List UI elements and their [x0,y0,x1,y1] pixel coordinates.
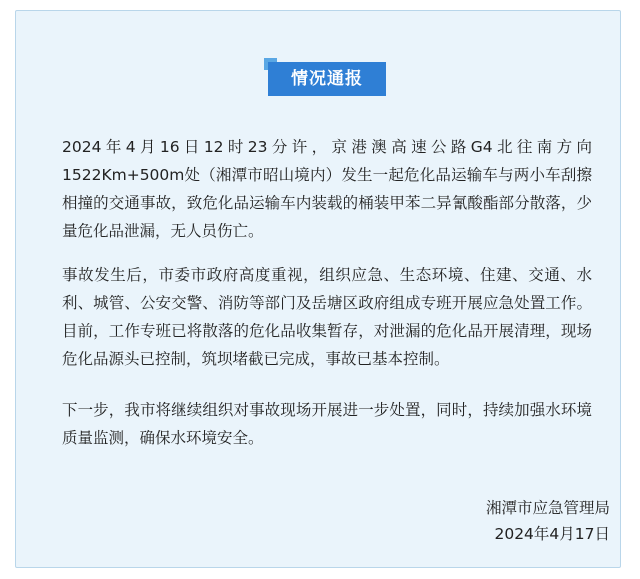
paragraph-incident: 2024年4月16日12时23分许，京港澳高速公路G4北往南方向1522Km+500m处（湘潭市昭山境内）发生一起危化品运输车与两小车刮擦相撞的交通事故，致危化品运输车内装载的桶装甲苯二异氰酸酯部分散落，少量危化品泄漏，无人员伤亡。 [62,138,592,240]
signature-organization: 湘潭市应急管理局 [485,499,610,517]
signature-date: 2024年4月17日 [494,525,610,543]
title-badge [264,58,388,98]
paragraph-response: 事故发生后，市委市政府高度重视，组织应急、生态环境、住建、交通、水利、城管、公安交警、消防等部门及岳塘区政府组成专班开展应急处置工作。目前，工作专班已将散落的危化品收集暂存，对泄漏的危化品开展清理，现场危化品源头已控制，筑坝堵截已完成，事故已基本控制。 [62,266,592,368]
notice-title: 情况通报 [268,62,386,96]
paragraph-next-steps: 下一步，我市将继续组织对事故现场开展进一步处置，同时，持续加强水环境质量监测，确保水环境安全。 [62,401,592,447]
